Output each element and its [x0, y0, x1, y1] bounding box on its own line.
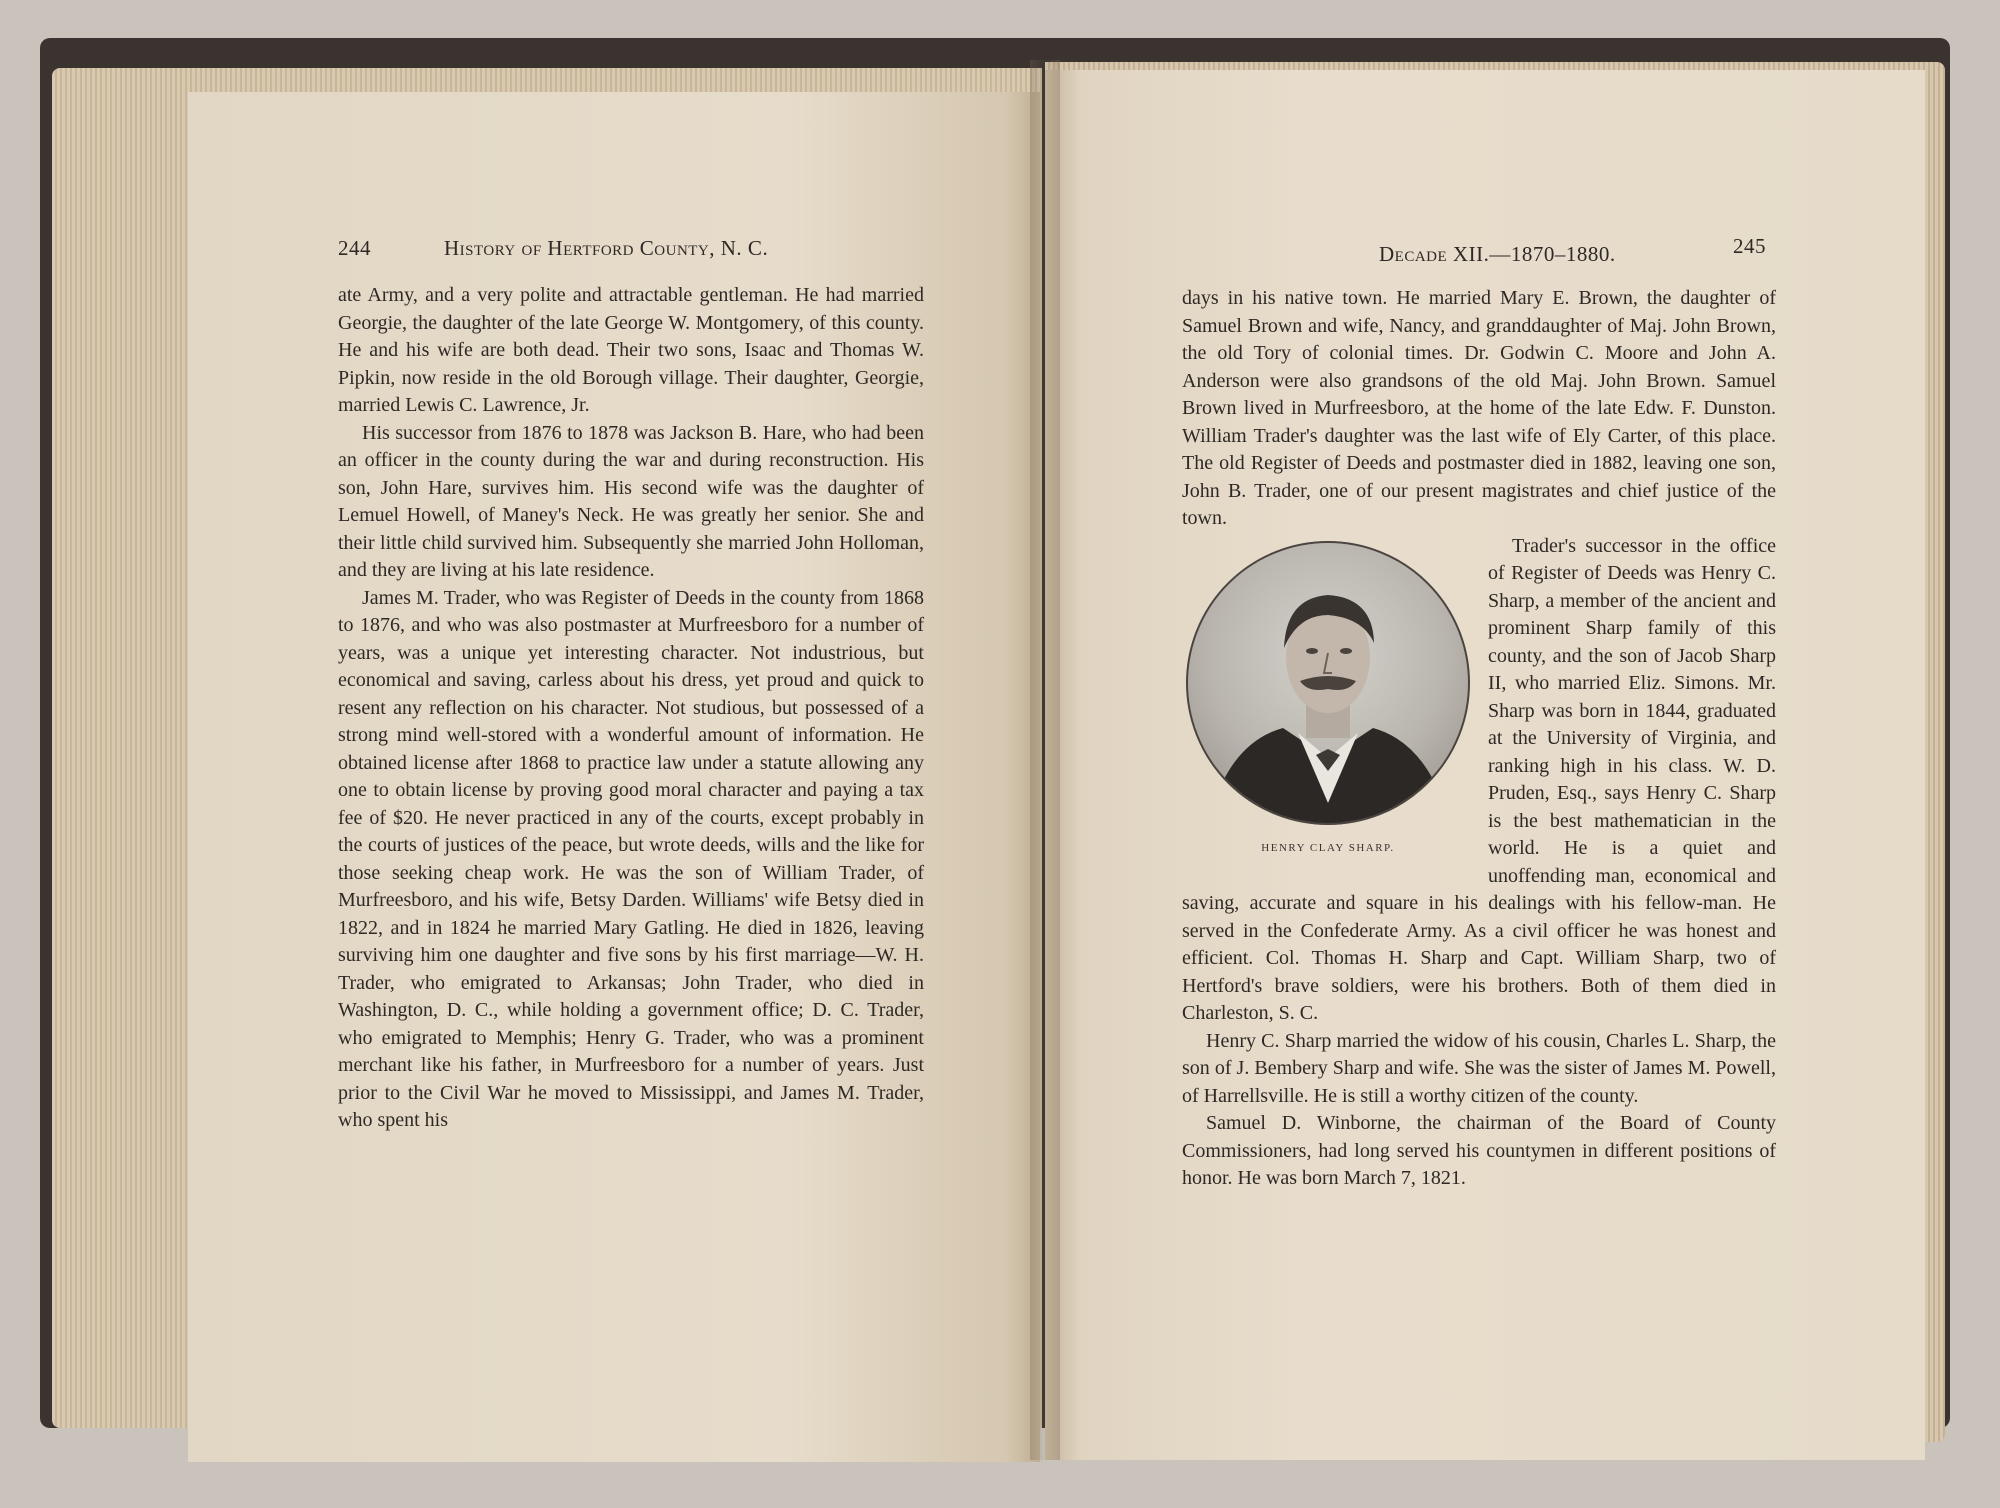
running-head-left: History of Hertford County, N. C. [444, 236, 769, 260]
portrait-engraving-icon [1188, 543, 1468, 823]
page-number-left: 244 [338, 236, 371, 260]
paragraph: His successor from 1876 to 1878 was Jackson B. Hare, who had been an officer in the county during the war and during reconstruction. His son, John Hare, survives him. His second wife was the daughter of Lemuel Howell, of Maney's Neck. He was greatly her senior. She and their little child survived him. Subsequently she married John Holloman, and they are living at his late residence. [338, 421, 924, 581]
portrait-image [1186, 541, 1470, 825]
right-page-text [1182, 285, 1776, 1193]
running-head-right: Decade XII.—1870–1880. [1379, 242, 1616, 266]
paragraph: days in his native town. He married Mary E. Brown, the daughter of Samuel Brown and wife, Nancy, and granddaughter of Maj. John Brown, the old Tory of colonial times. Dr. Godwin C. Moore and John A. Anderson were also grandsons of the old Maj. John Brown. Samuel Brown lived in Murfreesboro, at the home of the late Edw. F. Dunston. William Trader's daughter was the last wife of Ely Carter, of this place. The old Register of Deeds and postmaster died in 1882, leaving one son, John B. Trader, one of our present magistrates and chief justice of the town. [1182, 287, 1776, 529]
paragraph: Trader's successor in the office of Register of Deeds was Henry C. Sharp, a member of the ancient and prominent Sharp family of this county, and the son of Jacob Sharp II, who married Eliz. Simons. Mr. Sharp was born in 1844, graduated at the University of Virginia, and ranking high in his class. W. D. Pruden, Esq., says Henry C. Sharp is the best mathematician in the world. He is a quiet and unoffending man, economical and saving, accurate and square in his dealings with his fellow-man. He served in the Confederate Army. As a civil officer he was honest and efficient. Col. Thomas H. Sharp and Capt. William Sharp, two of Hertford's brave soldiers, were his brothers. Both of them died in Charleston, S. C. [1182, 534, 1776, 1024]
right-page [1045, 70, 1925, 1460]
paragraph: ate Army, and a very polite and attractable gentleman. He had married Georgie, the daughter of the late George W. Montgomery, of this county. He and his wife are both dead. Their two sons, Isaac and Thomas W. Pipkin, now reside in the old Borough village. Their daughter, Georgie, married Lewis C. Lawrence, Jr. [338, 284, 924, 416]
paragraph: Samuel D. Winborne, the chairman of the Board of County Commissioners, had long served his countymen in different positions of honor. He was born March 7, 1821. [1182, 1112, 1776, 1189]
portrait-figure [1180, 541, 1476, 863]
page-number-right: 245 [1733, 234, 1766, 258]
left-page-text [338, 282, 924, 1135]
portrait-caption: HENRY CLAY SHARP. [1261, 841, 1395, 854]
paragraph: James M. Trader, who was Register of Deeds in the county from 1868 to 1876, and who was also postmaster at Murfreesboro for a number of years, was a unique yet interesting character. Not industrious, but economical and saving, carless about his dress, yet proud and quick to resent any reflection on his character. Not studious, but possessed of a strong mind well-stored with a wonderful amount of information. He obtained license after 1868 to practice law under a statute allowing any one to obtain license by proving good moral character and paying a tax fee of $20. He never practiced in any of the courts, except probably in the courts of justices of the peace, but wrote deeds, wills and the like for those seeking cheap work. He was the son of William Trader, of Murfreesboro, and his wife, Betsy Darden. Williams' wife Betsy died in 1822, and in 1824 he married Mary Gatling. He died in 1826, leaving surviving him one daughter and five sons by his first marriage—W. H. Trader, who emigrated to Arkansas; John Trader, who died in Washington, D. C., while holding a government office; D. C. Trader, who emigrated to Memphis; Henry G. Trader, who was a prominent merchant like his father, in Murfreesboro for a number of years. Just prior to the Civil War he moved to Mississippi, and James M. Trader, who spent his [338, 586, 924, 1131]
left-page [188, 92, 1040, 1462]
paragraph: Henry C. Sharp married the widow of his cousin, Charles L. Sharp, the son of J. Bembery Sharp and wife. She was the sister of James M. Powell, of Harrellsville. He is still a worthy citizen of the county. [1182, 1029, 1776, 1107]
book-gutter [1030, 60, 1060, 1460]
